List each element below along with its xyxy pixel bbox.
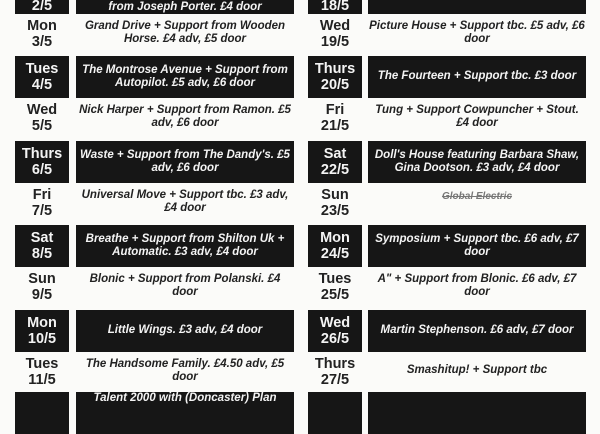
day-label: Wed [319,18,351,34]
date-label: 9/5 [31,287,53,303]
date-label: 24/5 [320,246,350,262]
date-box [308,225,362,267]
day-label: Tues [318,271,352,287]
date-label: 6/5 [31,162,53,178]
date-box [15,271,69,303]
day-label: Mon [27,315,57,331]
date-box [308,187,362,219]
day-label: Tues [25,356,59,372]
date-label: 25/5 [320,287,350,303]
day-label: Wed [26,102,58,118]
event-text: The Montrose Avenue + Support from Autopilot. £5 adv, £6 door [76,56,294,98]
date-label: 7/5 [31,203,53,219]
date-box [308,102,362,134]
date-box [308,392,362,434]
event-text: Grand Drive + Support from Wooden Horse. £4 adv, £5 door [84,19,286,45]
event-text: Smashitup! + Support tbc [406,364,548,377]
date-box [15,102,69,134]
date-box [15,141,69,183]
day-label: Sat [323,146,347,162]
event-text: The Handsome Family. £4.50 adv, £5 door [85,357,285,383]
day-label: Sun [321,187,349,203]
date-box [308,141,362,183]
event-text: Breathe + Support from Shilton Uk + Automatic. £3 adv, £4 door [76,225,294,267]
date-box [15,310,69,352]
date-box [308,18,362,50]
event-text: The Fourteen + Support tbc. £3 door [368,56,586,98]
date-box [15,392,69,434]
date-box [308,56,362,98]
date-label: 4/5 [31,77,53,93]
day-label: Thurs [314,61,356,77]
event-text: Blonic + Support from Polanski. £4 door [89,272,281,298]
event-text: Talent 2000 with (Doncaster) Plan [76,392,294,434]
date-label: 3/5 [31,34,53,50]
day-label: Mon [27,18,57,34]
event-text: A" + Support from Blonic. £6 adv, £7 door [377,272,577,298]
date-label: 2/5 [31,0,53,14]
event-text [368,392,586,434]
event-text: Doll's House featuring Barbara Shaw, Gina Dootson. £3 adv, £4 door [368,141,586,183]
event-text: Tung + Support Cowpuncher + Stout. £4 door [375,103,579,129]
date-label: 22/5 [320,162,350,178]
event-text: Picture House + Support tbc. £5 adv, £6 door [369,19,585,45]
day-label: Sun [28,271,56,287]
date-label: 11/5 [28,372,56,388]
date-box [308,0,362,14]
date-label: 10/5 [27,331,57,347]
date-label: 26/5 [320,331,350,347]
date-label: 5/5 [31,118,53,134]
date-label: 20/5 [320,77,350,93]
date-box [15,0,69,14]
event-text [368,0,586,14]
date-box [15,225,69,267]
event-text: Nick Harper + Support from Ramon. £5 adv, £6 door [79,103,291,129]
event-text: from Joseph Porter. £4 door [76,0,294,14]
date-label: 19/5 [320,34,350,50]
event-text: Waste + Support from The Dandy's. £5 adv, £6 door [76,141,294,183]
event-text: Martin Stephenson. £6 adv, £7 door [368,310,586,352]
date-box [15,18,69,50]
date-label: 21/5 [320,118,350,134]
day-label: Fri [325,102,345,118]
day-label: Mon [320,230,350,246]
day-label: Wed [319,315,351,331]
event-text: Universal Move + Support tbc. £3 adv, £4 door [81,188,289,214]
date-label: 23/5 [320,203,350,219]
day-label: Fri [32,187,52,203]
event-text: Symposium + Support tbc. £6 adv, £7 door [368,225,586,267]
day-label: Tues [25,61,59,77]
day-label: Thurs [314,356,356,372]
date-box [15,187,69,219]
date-box [308,310,362,352]
date-label: 27/5 [320,372,350,388]
date-box [308,356,362,388]
date-label: 18/5 [320,0,350,14]
date-box [308,271,362,303]
date-box [15,56,69,98]
event-text: Little Wings. £3 adv, £4 door [76,310,294,352]
date-box [15,356,69,388]
day-label: Thurs [21,146,63,162]
day-label: Sat [30,230,54,246]
date-label: 8/5 [31,246,53,262]
event-text: Global Electric [441,191,513,203]
